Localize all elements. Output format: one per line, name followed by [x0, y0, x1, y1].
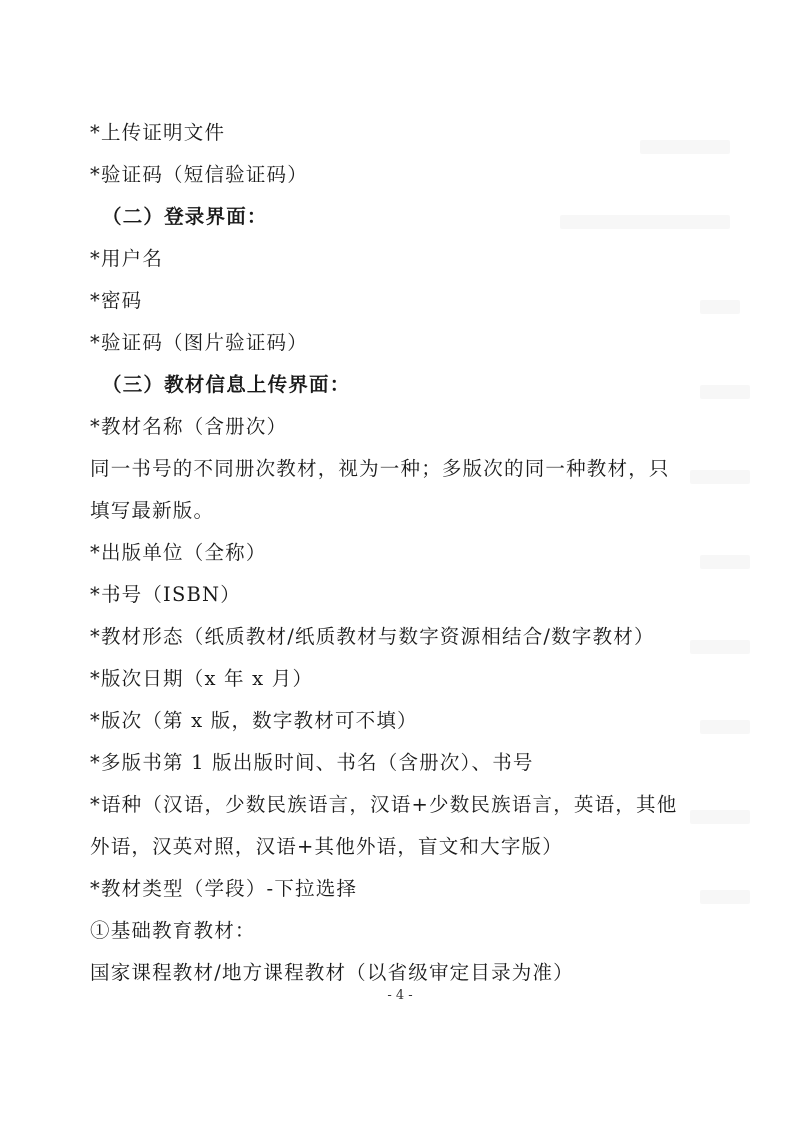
page-number: - 4 - [387, 988, 413, 1003]
field-sms-verification-code: *验证码（短信验证码） [90, 163, 308, 186]
field-isbn: *书号（ISBN） [90, 583, 242, 606]
field-publisher: *出版单位（全称） [90, 541, 267, 564]
field-textbook-name: *教材名称（含册次） [90, 415, 288, 438]
section-heading-login: （二）登录界面： [102, 205, 268, 228]
note-textbook-name-line-1: 同一书号的不同册次教材，视为一种；多版次的同一种教材，只 [90, 457, 670, 480]
subitem-basic-education: ①基础教育教材： [90, 919, 256, 942]
document-body [90, 112, 730, 994]
field-first-edition-info: *多版书第 1 版出版时间、书名（含册次）、书号 [90, 751, 534, 774]
subitem-curriculum-types: 国家课程教材/地方课程教材（以省级审定目录为准） [90, 961, 574, 984]
field-textbook-format: *教材形态（纸质教材/纸质教材与数字资源相结合/数字教材） [90, 625, 655, 648]
field-textbook-type: *教材类型（学段）-下拉选择 [90, 877, 358, 900]
field-password: *密码 [90, 289, 143, 312]
field-edition: *版次（第 x 版，数字教材可不填） [90, 709, 418, 732]
field-upload-proof: *上传证明文件 [90, 121, 226, 144]
field-username: *用户名 [90, 247, 164, 270]
field-language-line-1: *语种（汉语，少数民族语言，汉语+少数民族语言，英语，其他 [90, 793, 678, 816]
note-textbook-name-line-2: 填写最新版。 [90, 499, 215, 522]
section-heading-textbook-upload: （三）教材信息上传界面： [102, 373, 351, 396]
field-language-line-2: 外语，汉英对照，汉语+其他外语，盲文和大字版） [90, 835, 563, 858]
field-edition-date: *版次日期（x 年 x 月） [90, 667, 314, 690]
field-image-verification-code: *验证码（图片验证码） [90, 331, 308, 354]
